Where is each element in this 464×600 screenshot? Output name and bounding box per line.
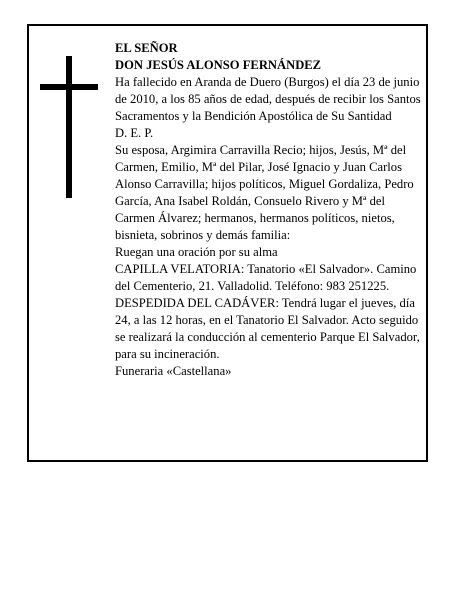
- cross-icon: [40, 56, 98, 198]
- funeral-home: Funeraria «Castellana»: [115, 364, 232, 378]
- cross-vertical-bar: [66, 56, 72, 198]
- notice-title-line-1: EL SEÑOR: [115, 41, 178, 55]
- death-announcement: Ha fallecido en Aranda de Duero (Burgos) el día 23 de junio de 2010, a los 85 años de edad, después de recibir los Santos Sacramentos y la Bendición Apostólica de Su Santidad: [115, 75, 421, 123]
- farewell-info: DESPEDIDA DEL CADÁVER: Tendrá lugar el jueves, día 24, a las 12 horas, en el Tanatorio El Salvador. Acto seguido se realizará la conducción al cementerio Parque El Salvador, para su incineración.: [115, 296, 420, 361]
- deceased-name: DON JESÚS ALONSO FERNÁNDEZ: [115, 58, 322, 72]
- obituary-notice: [27, 24, 428, 462]
- dep-text: D. E. P.: [115, 126, 154, 140]
- prayer-request: Ruegan una oración por su alma: [115, 245, 278, 259]
- chapel-info: CAPILLA VELATORIA: Tanatorio «El Salvador». Camino del Cementerio, 21. Valladolid. Teléfono: 983 251225.: [115, 262, 417, 293]
- family-list: Su esposa, Argimira Carravilla Recio; hijos, Jesús, Mª del Carmen, Emilio, Mª del Pilar, José Ignacio y Juan Carlos Alonso Carravilla; hijos políticos, Miguel Gordaliza, Pedro García, Ana Isabel Roldán, Consuelo Rivero y Mª del Carmen Álvarez; hermanos, hermanos políticos, nietos, bisnieta, sobrinos y demás familia:: [115, 143, 414, 242]
- cross-horizontal-bar: [40, 84, 98, 90]
- notice-text: [115, 40, 421, 380]
